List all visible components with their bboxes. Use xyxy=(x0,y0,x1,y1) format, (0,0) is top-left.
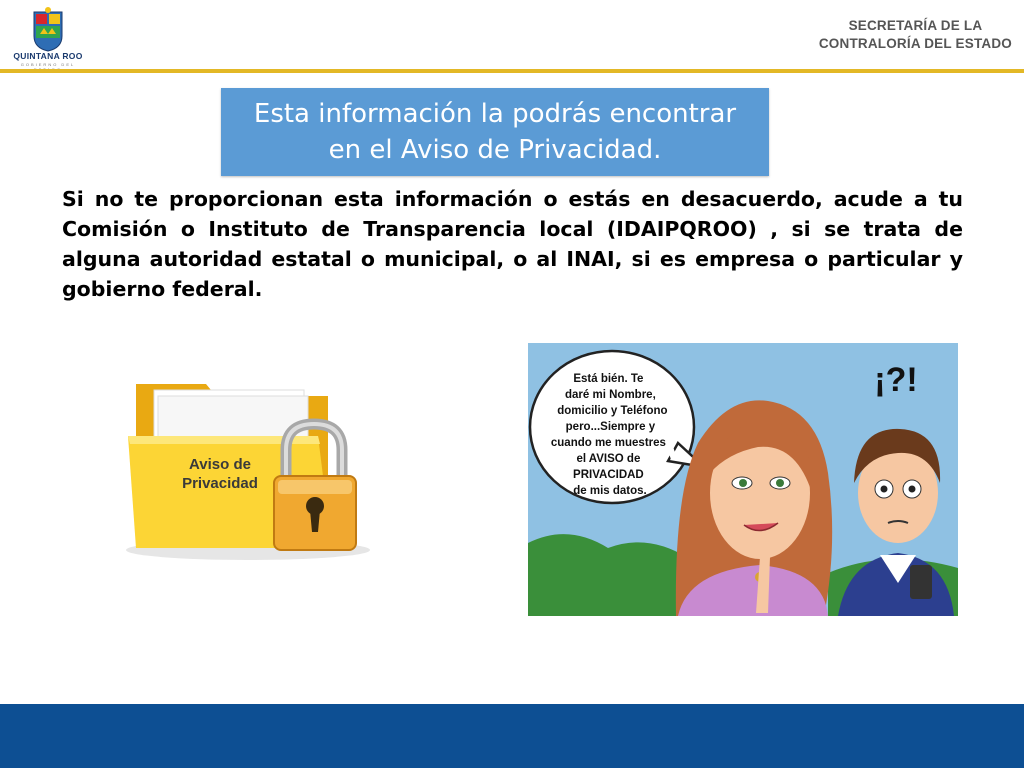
speech-line-7: PRIVACIDAD xyxy=(573,469,644,481)
speech-line-2: daré mi Nombre, xyxy=(565,389,656,401)
speech-line-4: pero...Siempre y xyxy=(565,421,656,433)
folder-label-line-1: Aviso de xyxy=(189,456,251,473)
org-line-2: CONTRALORÍA DEL ESTADO xyxy=(818,36,1012,51)
quintana-roo-logo xyxy=(8,6,88,70)
speech-line-6: el AVISO de xyxy=(576,453,641,465)
coat-of-arms-icon xyxy=(8,6,88,52)
header-divider xyxy=(0,69,1024,73)
notice-box xyxy=(221,88,769,176)
folder-label-line-2: Privacidad xyxy=(182,475,258,492)
exclamation-text: ¡?! xyxy=(874,361,918,399)
logo-subtitle: GOBIERNO DEL xyxy=(20,62,76,67)
speech-line-1: Está bién. Te xyxy=(573,373,644,385)
speech-line-5: cuando me muestres xyxy=(550,437,666,449)
speech-line-3: domicilio y Teléfono xyxy=(557,405,668,417)
footer-bar xyxy=(0,704,1024,768)
phone-icon xyxy=(910,565,932,599)
speech-line-8: de mis datos. xyxy=(573,485,647,497)
org-line-1: SECRETARÍA DE LA xyxy=(848,18,983,33)
body-paragraph: Si no te proporcionan esta información o estás en desacuerdo, acude a tu Comisión o Instituto de Transparencia local (IDAIPQROO) , si se trata de alguna autoridad estatal o municipal, o al INAI, si es empresa o particular y gobierno federal. xyxy=(62,187,963,301)
organization-name xyxy=(819,17,1012,53)
privacy-folder-illustration xyxy=(118,372,378,572)
notice-text: Esta información la podrás encontrar en el Aviso de Privacidad. xyxy=(253,99,737,165)
logo-name: QUINTANA ROO xyxy=(13,51,83,61)
privacy-notice-cartoon xyxy=(528,343,958,616)
